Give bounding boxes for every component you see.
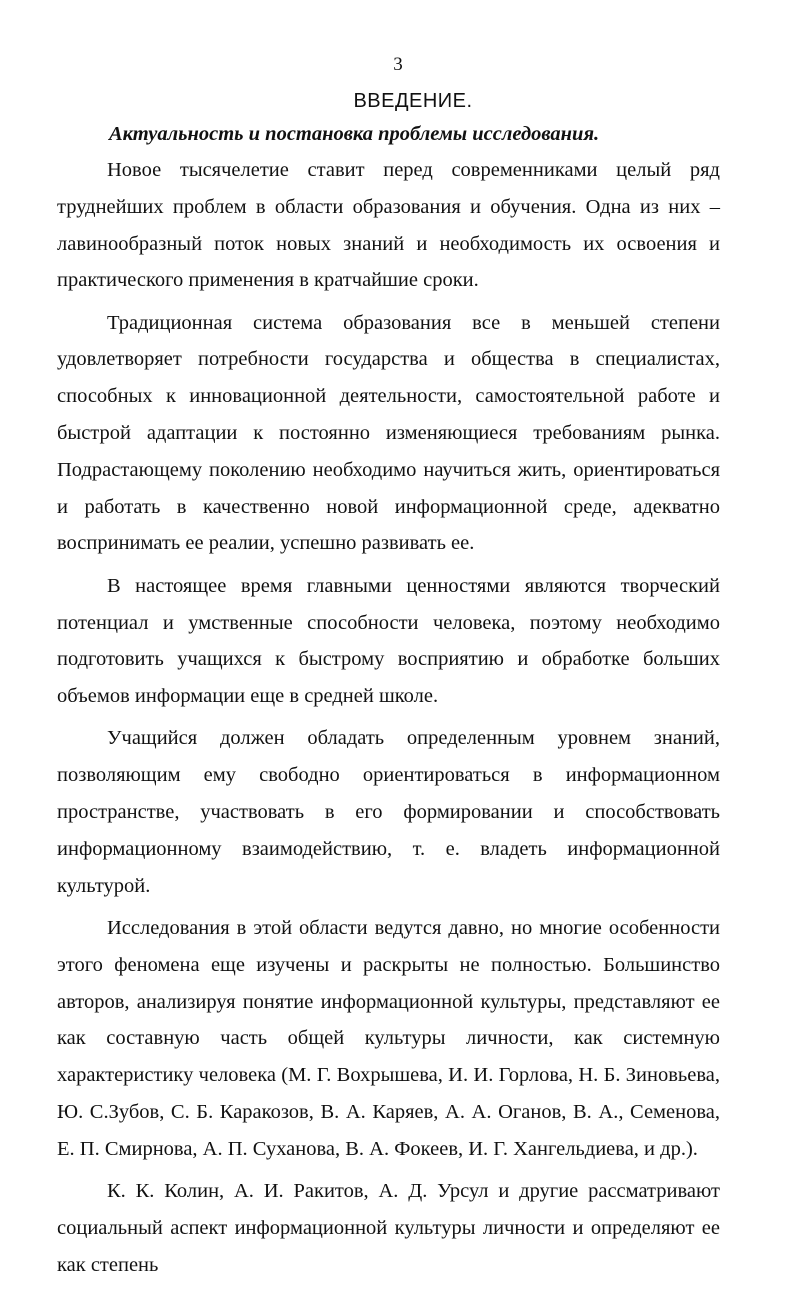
- paragraph: Учащийся должен обладать определенным уровнем знаний, позволяющим ему свободно ориентироваться в информационном пространстве, участвовать в его формировании и способствовать информационному взаимодействию, т. е. владеть информационной культурой.: [57, 727, 720, 897]
- paragraph: В настоящее время главными ценностями являются творческий потенциал и умственные способности человека, поэтому необходимо подготовить учащихся к быстрому восприятию и обработке больших объемов информации еще в средней школе.: [57, 574, 720, 708]
- body-text: [57, 152, 720, 1289]
- paragraph: Исследования в этой области ведутся давно, но многие особенности этого феномена еще изучены и раскрыты не полностью. Большинство авторов, анализируя понятие информационной культуры, представляют ее как составную часть общей культуры личности, как системную характеристику человека (М. Г. Вохрышева, И. И. Горлова, Н. Б. Зиновьева, Ю. С.Зубов, С. Б. Каракозов, В. А. Каряев, А. А. Оганов, В. А., Семенова, Е. П. Смирнова, А. П. Суханова, В. А. Фокеев, И. Г. Хангельдиева, и др.).: [57, 916, 720, 1160]
- paragraph: Новое тысячелетие ставит перед современниками целый ряд труднейших проблем в области образования и обучения. Одна из них – лавинообразный поток новых знаний и необходимость их освоения и практического применения в кратчайшие сроки.: [57, 159, 720, 292]
- paragraph: Традиционная система образования все в меньшей степени удовлетворяет потребности государства и общества в специалистах, способных к инновационной деятельности, самостоятельной работе и быстрой адаптации к постоянно изменяющиеся требованиям рынка. Подрастающему поколению необходимо научиться жить, ориентироваться и работать в качественно новой информационной среде, адекватно воспринимать ее реалии, успешно развивать ее.: [57, 311, 720, 555]
- paragraph: К. К. Колин, А. И. Ракитов, А. Д. Урсул и другие рассматривают социальный аспект информационной культуры личности и определяют ее как степень: [57, 1180, 720, 1276]
- section-subheading: Актуальность и постановка проблемы исследования.: [109, 123, 600, 145]
- section-heading: ВВЕДЕНИЕ.: [353, 90, 473, 112]
- page-number: 3: [393, 54, 403, 75]
